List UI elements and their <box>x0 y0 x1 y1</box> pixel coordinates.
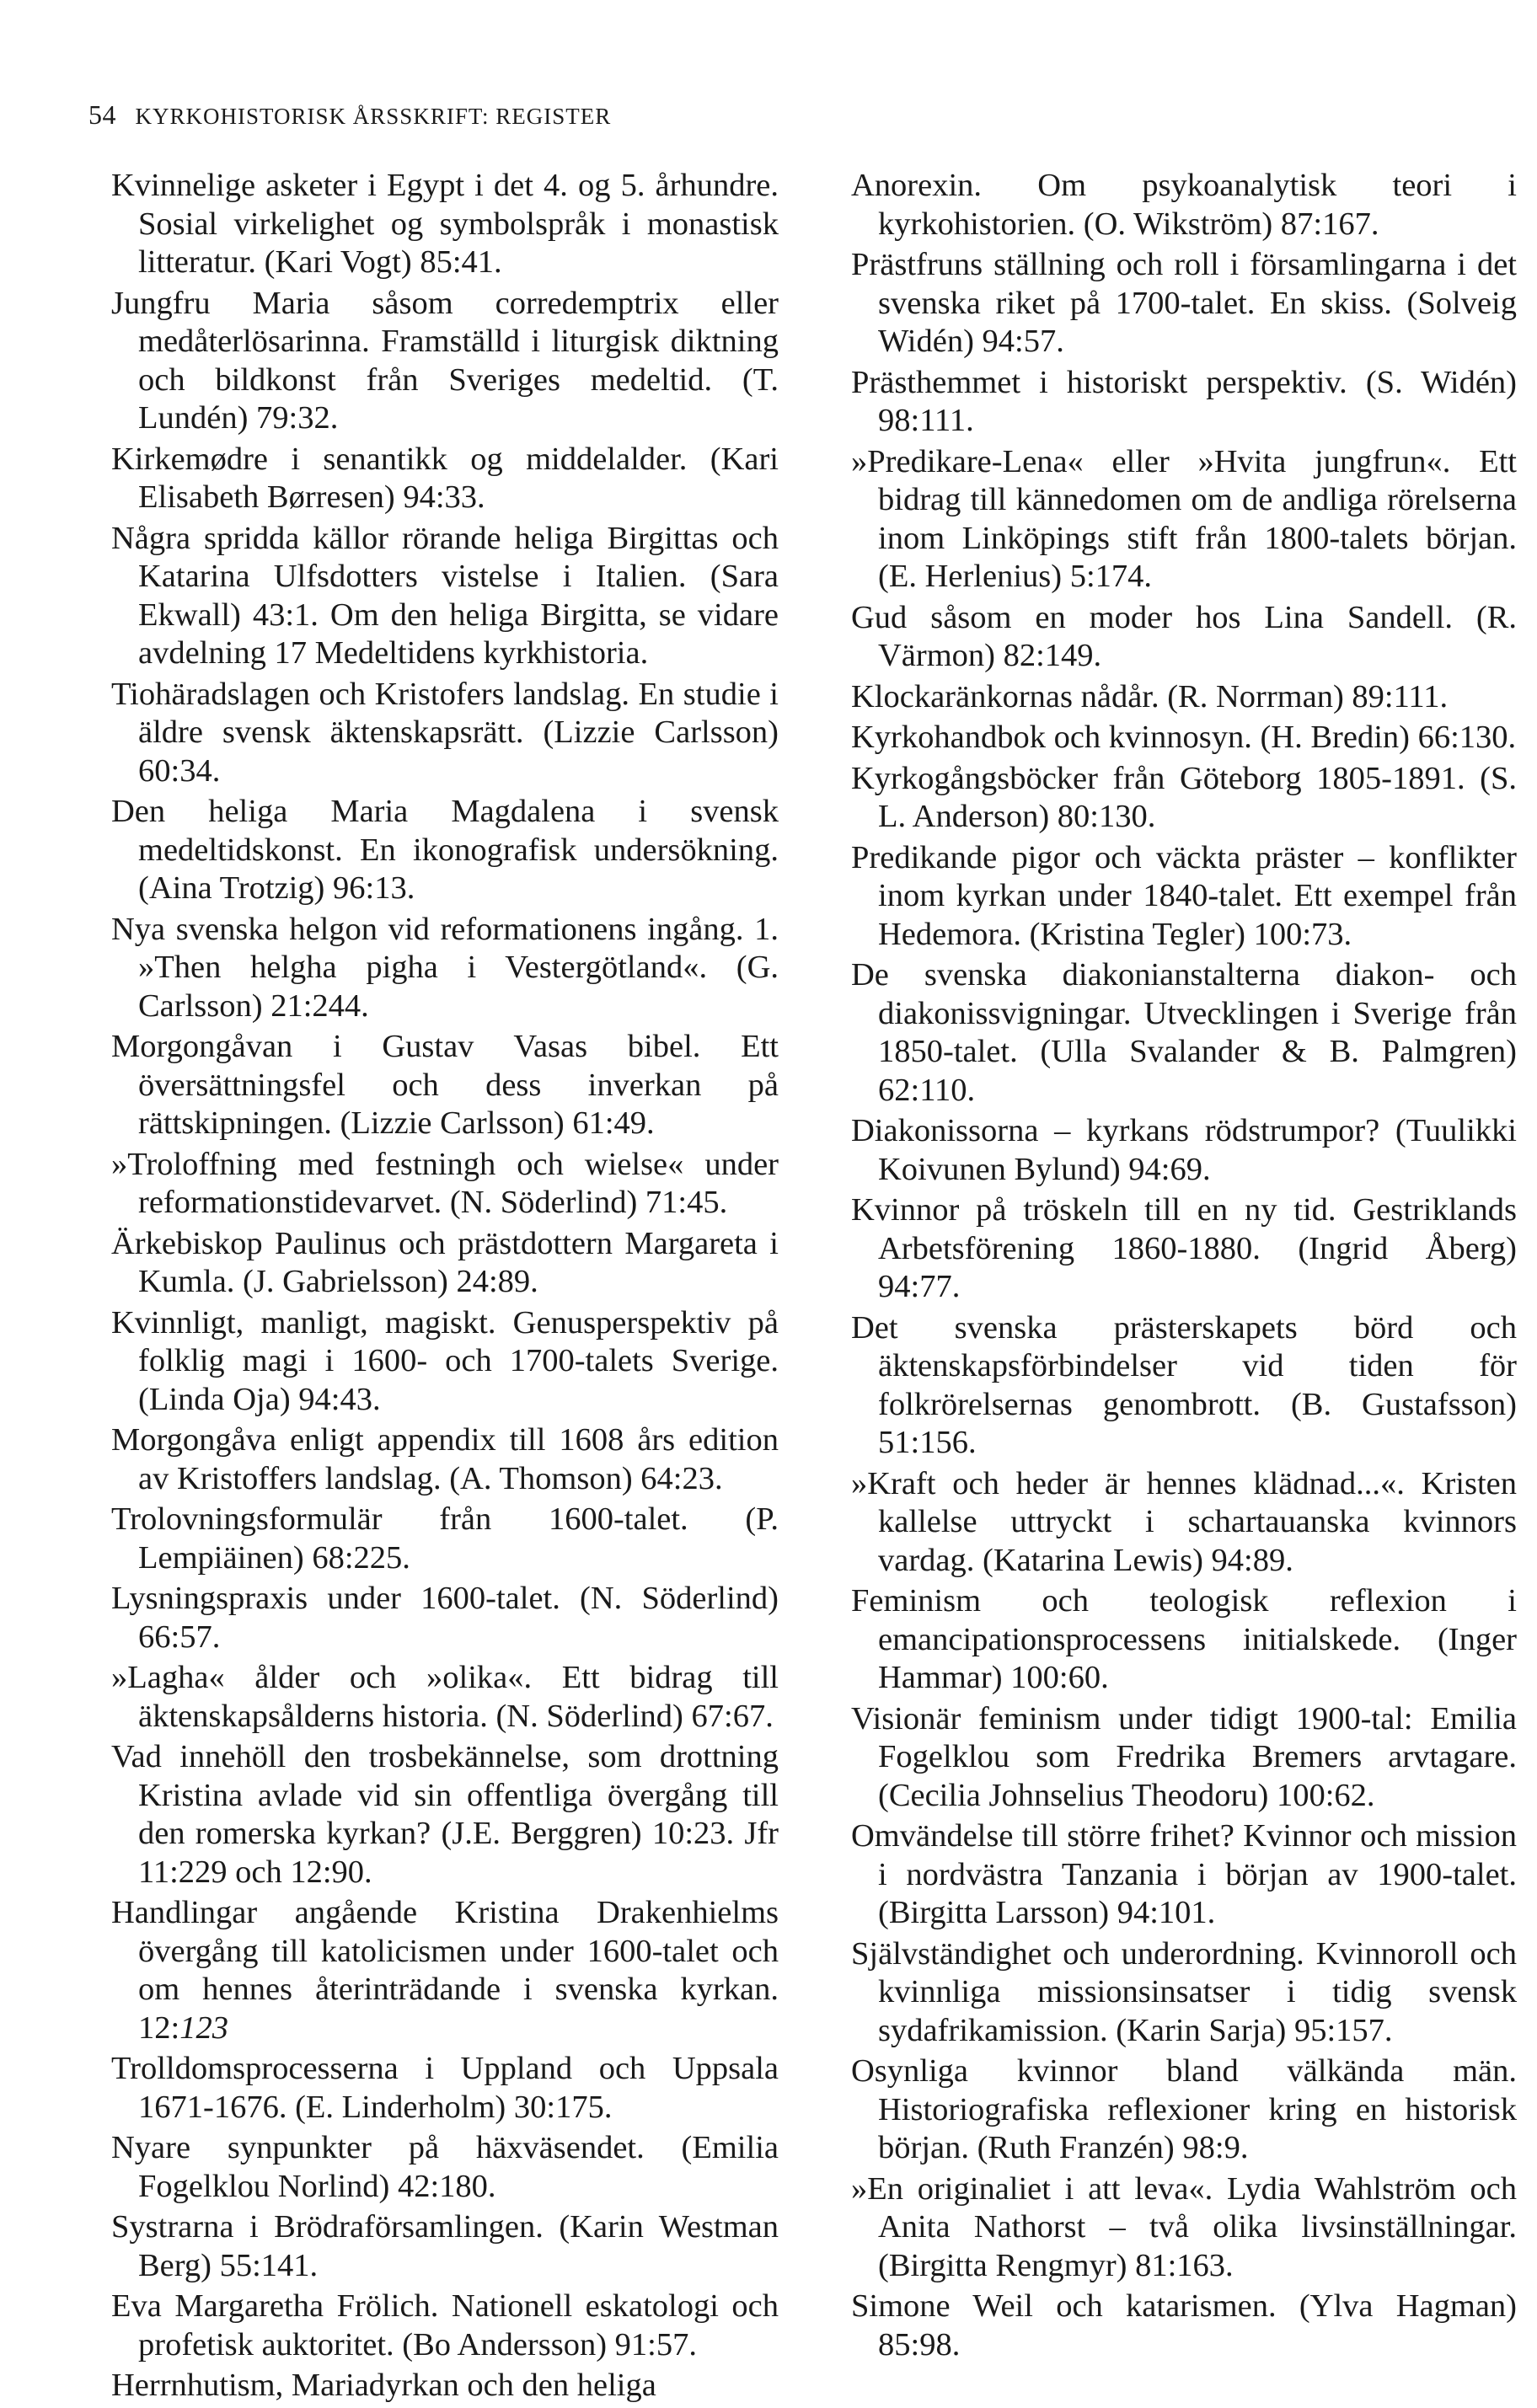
index-entry <box>111 1028 779 1143</box>
entry-text: Det svenska prästerskapets börd och äktenskapsförbindelser vid tiden för folkrörelsernas genombrott. (B. Gustafsson) 51:156. <box>851 1309 1517 1460</box>
index-entry <box>111 2129 779 2206</box>
entry-text: Kvinnelige asketer i Egypt i det 4. og 5. århundre. Sosial virkelighet og symbolspråk i monastisk litteratur. (Kari Vogt) 85:41. <box>111 168 779 280</box>
index-entry <box>111 1225 779 1302</box>
index-entry <box>851 1582 1517 1698</box>
index-entry <box>111 2367 779 2405</box>
entry-text: Kirkemødre i senantikk og middelalder. (Kari Elisabeth Børresen) 94:33. <box>111 441 779 515</box>
index-entry <box>851 1935 1517 2051</box>
left-column <box>111 167 779 2408</box>
index-entry <box>851 956 1517 1110</box>
index-entry <box>111 1894 779 2047</box>
entry-text: Prästhemmet i historiskt perspektiv. (S. Widén) 98:111. <box>851 364 1517 438</box>
index-entry <box>851 167 1517 243</box>
entry-text: Vad innehöll den trosbekännelse, som drottning Kristina avlade vid sin offentliga övergång till den romerska kyrkan? (J.E. Berggren) 10:23. Jfr 11:229 och 12:90. <box>111 1739 779 1890</box>
running-title: KYRKOHISTORISK ÅRSSKRIFT: REGISTER <box>135 104 612 129</box>
entry-text: Prästfruns ställning och roll i församlingarna i det svenska riket på 1700-talet. En skiss. (Solveig Widén) 94:57. <box>851 247 1517 359</box>
entry-text: Predikande pigor och väckta präster – konflikter inom kyrkan under 1840-talet. Ett exempel från Hedemora. (Kristina Tegler) 100:73. <box>851 839 1517 952</box>
index-entry <box>111 1501 779 1577</box>
index-entry <box>111 167 779 282</box>
entry-text: Nyare synpunkter på häxväsendet. (Emilia Fogelklou Norlind) 42:180. <box>111 2130 779 2204</box>
entry-text: Eva Margaretha Frölich. Nationell eskatologi och profetisk auktoritet. (Bo Andersson) 91:57. <box>111 2288 779 2363</box>
index-entry <box>111 1659 779 1736</box>
entry-text: Tiohäradslagen och Kristofers landslag. En studie i äldre svensk äktenskapsrätt. (Lizzie Carlsson) 60:34. <box>111 676 779 789</box>
index-entry <box>111 1580 779 1656</box>
entry-text: Kvinnor på tröskeln till en ny tid. Gestriklands Arbetsförening 1860-1880. (Ingrid Åberg) 94:77. <box>851 1192 1517 1304</box>
entry-text: »En originaliet i att leva«. Lydia Wahlström och Anita Nathorst – två olika livsinställningar. (Birgitta Rengmyr) 81:163. <box>851 2170 1517 2283</box>
page-header <box>88 99 611 131</box>
entry-text: Kyrkohandbok och kvinnosyn. (H. Bredin) 66:130. <box>851 720 1517 755</box>
entry-text: Herrnhutism, Mariadyrkan och den heliga <box>111 2368 656 2403</box>
index-entry <box>851 1309 1517 1463</box>
entry-text: Morgongåva enligt appendix till 1608 års edition av Kristoffers landslag. (A. Thomson) 64:23. <box>111 1422 779 1496</box>
entry-text: Ärkebiskop Paulinus och prästdottern Margareta i Kumla. (J. Gabrielsson) 24:89. <box>111 1225 779 1299</box>
index-entry <box>111 911 779 1026</box>
index-entry <box>851 2052 1517 2168</box>
index-entry <box>851 1465 1517 1581</box>
index-entry <box>111 676 779 791</box>
entry-text: Den heliga Maria Magdalena i svensk medeltidskonst. En ikonografisk undersökning. (Aina Trotzig) 96:13. <box>111 794 779 906</box>
index-entry <box>851 1191 1517 1307</box>
index-entry <box>111 793 779 908</box>
entry-text: »Kraft och heder är hennes klädnad...«. Kristen kallelse uttryckt i schartauanska kvinnors vardag. (Katarina Lewis) 94:89. <box>851 1465 1517 1578</box>
entry-text: De svenska diakonianstalterna diakon- och diakonissvigningar. Utvecklingen i Sverige från 1850-talet. (Ulla Svalander & B. Palmgren) 62:110. <box>851 957 1517 1108</box>
entry-text: »Troloffning med festningh och wielse« under reformationstidevarvet. (N. Söderlind) 71:45. <box>111 1146 779 1220</box>
index-entry <box>851 2170 1517 2286</box>
entry-text: Handlingar angående Kristina Drakenhielms övergång till katolicismen under 1600-talet och om hennes återinträdande i svenska kyrkan. 12: <box>111 1895 779 2046</box>
entry-text: Klockaränkornas nådår. (R. Norrman) 89:111. <box>851 678 1449 714</box>
entry-text: Omvändelse till större frihet? Kvinnor och mission i nordvästra Tanzania i början av 1900-talet. (Birgitta Larsson) 94:101. <box>851 1818 1517 1930</box>
entry-text: Systrarna i Brödraförsamlingen. (Karin Westman Berg) 55:141. <box>111 2209 779 2283</box>
entry-text: Kyrkogångsböcker från Göteborg 1805-1891. (S. L. Anderson) 80:130. <box>851 760 1517 834</box>
entry-page-italic: 123 <box>179 2009 228 2046</box>
page-number: 54 <box>88 99 116 130</box>
index-entry <box>111 1738 779 1892</box>
index-entry <box>111 2288 779 2364</box>
entry-text: Morgongåvan i Gustav Vasas bibel. Ett översättningsfel och dess inverkan på rättskipningen. (Lizzie Carlsson) 61:49. <box>111 1029 779 1141</box>
entry-text: Nya svenska helgon vid reformationens ingång. 1. »Then helgha pigha i Vestergötland«. (G. Carlsson) 21:244. <box>111 911 779 1024</box>
index-entry <box>851 2288 1517 2364</box>
index-entry <box>851 599 1517 676</box>
index-entry <box>851 678 1517 717</box>
entry-text: Gud såsom en moder hos Lina Sandell. (R. Värmon) 82:149. <box>851 599 1517 673</box>
index-entry <box>111 2208 779 2285</box>
entry-text: Feminism och teologisk reflexion i emancipationsprocessens initialskede. (Inger Hammar) 100:60. <box>851 1583 1517 1695</box>
entry-text: Några spridda källor rörande heliga Birgittas och Katarina Ulfsdotters vistelse i Italien. (Sara Ekwall) 43:1. Om den heliga Birgitta, se vidare avdelning 17 Medeltidens kyrkhistoria. <box>111 520 779 671</box>
index-entry <box>111 441 779 517</box>
entry-text: Diakonissorna – kyrkans rödstrumpor? (Tuulikki Koivunen Bylund) 94:69. <box>851 1113 1517 1187</box>
entry-text: Självständighet och underordning. Kvinnoroll och kvinnliga missionsinsatser i tidig svensk sydafrikamission. (Karin Sarja) 95:157. <box>851 1935 1517 2048</box>
entry-text: Osynliga kvinnor bland välkända män. Historiografiska reflexioner kring en historisk början. (Ruth Franzén) 98:9. <box>851 2053 1517 2165</box>
entry-text: »Predikare-Lena« eller »Hvita jungfrun«. Ett bidrag till kännedomen om de andliga rörelserna inom Linköpings stift från 1800-talets början. (E. Herlenius) 5:174. <box>851 443 1517 594</box>
entry-text: »Lagha« ålder och »olika«. Ett bidrag till äktenskapsålderns historia. (N. Söderlind) 67:67. <box>111 1660 779 1734</box>
index-entry <box>851 1112 1517 1189</box>
index-entry <box>851 443 1517 597</box>
index-entry <box>851 760 1517 837</box>
index-entry <box>111 285 779 438</box>
index-entry <box>851 839 1517 955</box>
index-entry <box>851 1817 1517 1933</box>
right-column <box>851 167 1517 2367</box>
entry-text: Lysningspraxis under 1600-talet. (N. Söderlind) 66:57. <box>111 1581 779 1655</box>
index-entry <box>111 520 779 673</box>
entry-text: Visionär feminism under tidigt 1900-tal: Emilia Fogelklou som Fredrika Bremers arvtagare. (Cecilia Johnselius Theodoru) 100:62. <box>851 1700 1517 1813</box>
index-entry <box>111 2050 779 2127</box>
entry-text: Anorexin. Om psykoanalytisk teori i kyrkohistorien. (O. Wikström) 87:167. <box>851 168 1517 242</box>
index-entry <box>111 1146 779 1223</box>
entry-text: Trolldomsprocesserna i Uppland och Uppsala 1671-1676. (E. Linderholm) 30:175. <box>111 2051 779 2125</box>
entry-text: Jungfru Maria såsom corredemptrix eller medåterlösarinna. Framställd i liturgisk diktning och bildkonst från Sveriges medeltid. (T. Lundén) 79:32. <box>111 285 779 436</box>
index-entry <box>111 1421 779 1498</box>
index-entry <box>851 719 1517 757</box>
index-entry <box>851 364 1517 441</box>
index-entry <box>111 1304 779 1420</box>
index-entry <box>851 246 1517 361</box>
entry-text: Simone Weil och katarismen. (Ylva Hagman) 85:98. <box>851 2288 1517 2363</box>
entry-text: Trolovningsformulär från 1600-talet. (P. Lempiäinen) 68:225. <box>111 1501 779 1576</box>
entry-text: Kvinnligt, manligt, magiskt. Genusperspektiv på folklig magi i 1600- och 1700-talets Sverige. (Linda Oja) 94:43. <box>111 1304 779 1417</box>
index-entry <box>851 1700 1517 1816</box>
